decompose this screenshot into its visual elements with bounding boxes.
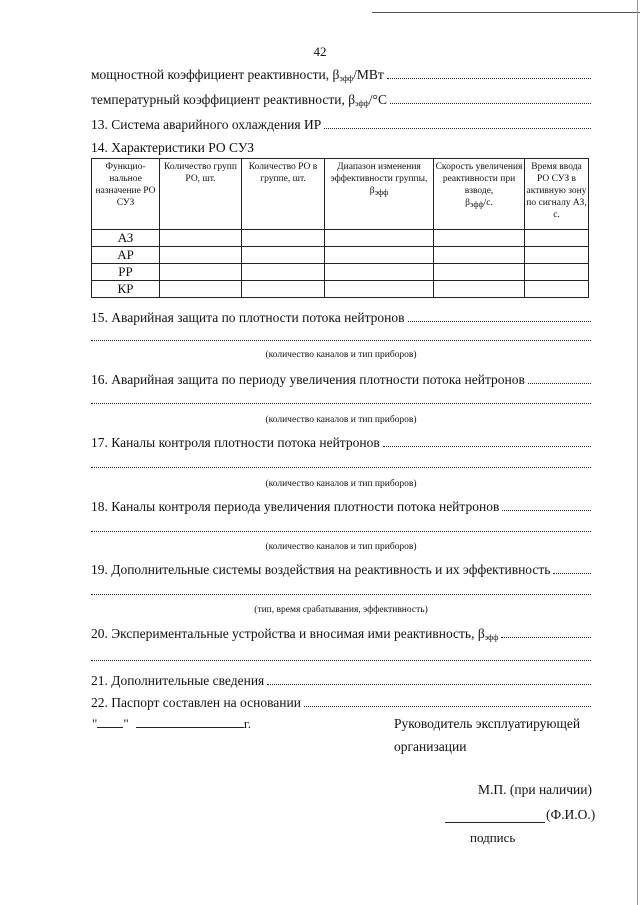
item-16-caption: (количество каналов и тип приборов) [265,415,417,425]
item-17-caption: (количество каналов и тип приборов) [265,479,417,489]
table-header-ro-per-group: Количество РО в группе, шт. [242,159,325,230]
reactivity-rate-unit: /с. [483,198,493,208]
month-year-blank [136,716,244,728]
item-21-line [91,672,591,690]
fill-in-dots [387,66,591,79]
fill-in-dots [267,672,591,685]
ro-cps-table [91,158,589,298]
fill-in-dots [528,371,591,384]
row-label-az: АЗ [92,230,160,247]
item-18-label: 18. Каналы контроля периода увеличения плотности потока нейтронов [91,499,500,514]
row-label-kr: КР [92,281,160,298]
signature-label: подпись [470,830,516,845]
date-line [92,716,251,732]
item-19-line [91,561,591,579]
row-label-ar: АР [92,247,160,264]
item-17-fill-line [91,466,591,468]
item-19-label: 19. Дополнительные системы воздействия на реактивность и их эффективность [91,562,551,577]
item-21-label: 21. Дополнительные сведения [91,673,265,688]
fill-in-dots [383,434,591,447]
efficiency-range-subscript: эфф [374,188,389,197]
temperature-coefficient-subscript: эфф [355,99,369,108]
power-coefficient-label: мощностной коэффициент реактивности, β [91,67,340,82]
item-20-line [91,625,591,643]
item-17-label: 17. Каналы контроля плотности потока нейтронов [91,435,380,450]
reactivity-rate-label: Скорость увеличения реактивности при взводе, [435,162,523,196]
table-header-efficiency-range [325,159,434,230]
power-coefficient-subscript: эфф [339,74,354,83]
page-number: 42 [313,44,327,59]
table-header-insertion-time: Время ввода РО СУЗ в активную зону по сигналу АЗ, с. [525,159,589,230]
fill-in-dots [553,561,591,574]
temperature-coefficient-unit: /°С [368,92,387,107]
power-coefficient-unit: /МВт [353,67,384,82]
fill-in-dots [501,625,591,638]
stamp-label: М.П. (при наличии) [478,782,592,797]
item-13-line [91,116,591,134]
table-header-function: Функцио-нальное назначение РО СУЗ [92,159,160,230]
item-17-line [91,434,591,452]
table-row [92,230,589,247]
day-blank [97,716,123,728]
scan-edge-right [637,0,638,905]
table-row [92,281,589,298]
fill-in-dots [408,309,592,322]
quote-open: " [92,716,98,731]
table-header-reactivity-rate [434,159,525,230]
item-16-label: 16. Аварийная защита по периоду увеличения плотности потока нейтронов [91,372,525,387]
item-20-subscript: эфф [484,633,499,642]
signature-blank [445,822,545,823]
item-22-label: 22. Паспорт составлен на основании [91,695,301,710]
head-of-organization-line2: организации [394,739,467,754]
item-20-label: 20. Экспериментальные устройства и вносимая ими реактивность, β [91,626,485,641]
scan-edge-top [372,12,640,13]
item-14-label: 14. Характеристики РО СУЗ [91,140,255,155]
item-13-label: 13. Система аварийного охлаждения ИР [91,117,322,132]
table-row [92,264,589,281]
item-15-label: 15. Аварийная защита по плотности потока нейтронов [91,310,405,325]
efficiency-range-label: Диапазон изменения эффективности группы, [330,162,428,184]
item-19-fill-line [91,593,591,595]
fio-label: (Ф.И.О.) [546,807,596,822]
reactivity-rate-beta: β [465,198,470,208]
item-20-fill-line [91,659,591,661]
item-14-line [91,140,591,158]
fill-in-dots [502,498,591,511]
head-of-organization-line1: Руководитель эксплуатирующей [394,716,581,731]
item-15-fill-line [91,339,591,341]
item-22-line [91,694,591,712]
table-row [92,247,589,264]
item-15-line [91,309,591,327]
reactivity-rate-subscript: эфф [469,200,484,209]
fill-in-dots [304,694,591,707]
efficiency-range-beta: β [369,186,375,196]
item-18-fill-line [91,530,591,532]
year-suffix: г. [243,716,251,731]
fill-in-dots [390,91,591,104]
item-18-line [91,498,591,516]
item-15-caption: (количество каналов и тип приборов) [265,350,417,360]
power-coefficient-line [91,66,591,84]
item-19-caption: (тип, время срабатывания, эффективность) [254,605,428,615]
table-header-group-count: Количество групп РО, шт. [160,159,242,230]
fill-in-dots [324,116,591,129]
quote-close: " [123,716,129,731]
item-16-line [91,371,591,389]
item-18-caption: (количество каналов и тип приборов) [265,542,417,552]
item-16-fill-line [91,402,591,404]
temperature-coefficient-line [91,91,591,109]
table-header-row [92,159,589,230]
temperature-coefficient-label: температурный коэффициент реактивности, β [91,92,356,107]
row-label-rr: РР [92,264,160,281]
